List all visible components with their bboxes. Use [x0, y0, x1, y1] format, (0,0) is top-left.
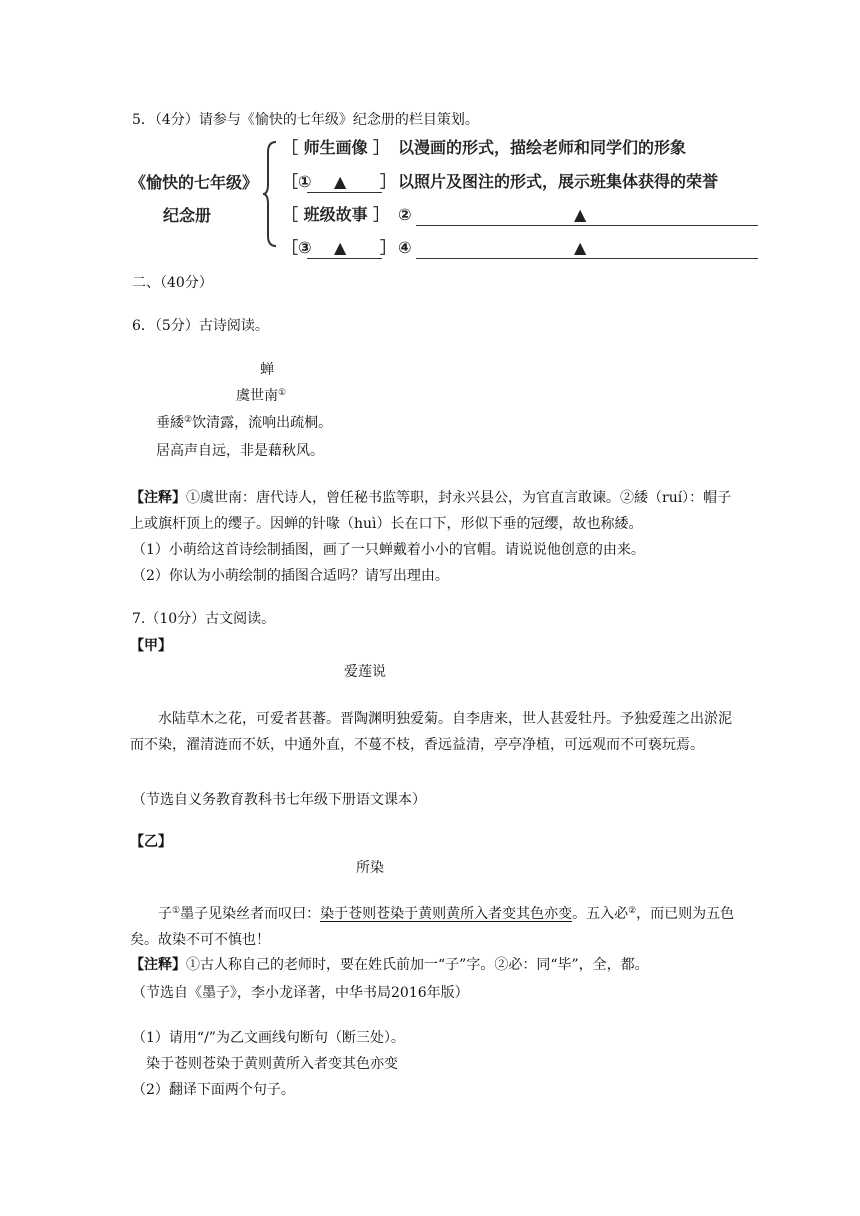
triangle-icon: ▲ [334, 238, 347, 257]
row3-blank [416, 225, 758, 226]
row4-col-close: ］ [380, 238, 397, 257]
row2-desc: 以照片及图注的形式，展示班集体获得的荣誉 [398, 172, 719, 191]
triangle-icon: ▲ [334, 172, 347, 191]
q6-header: 6．（5分）古诗阅读。 [132, 318, 269, 334]
row4-blank-2 [416, 258, 758, 259]
q6-sub2: （2）你认为小萌绘制的插图合适吗？请写出理由。 [132, 568, 449, 584]
row3-column: ［ 班级故事 ］ [282, 205, 390, 224]
jia-title: 爱莲说 [344, 664, 386, 680]
row1-column: ［ 师生画像 ］ [282, 138, 390, 157]
poem-title: 蝉 [260, 362, 274, 378]
yi-text: 子①墨子见染丝者而叹曰：染于苍则苍染于黄则黄所入者变其色亦变。五入必②，而已则为五色矣。故染不可不慎也！ [130, 906, 735, 948]
q6-sub1: （1）小萌给这首诗绘制插图，画了一只蝉戴着小小的官帽。请说说他创意的由来。 [132, 542, 645, 558]
jia-text: 水陆草木之花，可爱者甚蕃。晋陶渊明独爱菊。自李唐来，世人甚爱牡丹。予独爱莲之出淤泥而不染，濯清涟而不妖，中通外直，不蔓不枝，香远益清，亭亭净植，可远观而不可亵玩焉。 [130, 711, 732, 753]
poem-line-1: 垂緌②饮清露，流响出疏桐。 [156, 415, 333, 431]
jia-label: 【甲】 [130, 638, 172, 654]
row4-col-open: ［③ [282, 238, 312, 257]
triangle-icon: ▲ [574, 238, 587, 257]
q5-header: 5．（4分）请参与《愉快的七年级》纪念册的栏目策划。 [132, 112, 479, 128]
row4-blank [307, 258, 382, 259]
q7-header: 7.（10分）古文阅读。 [132, 611, 276, 627]
q7-sub2: （2）翻译下面两个句子。 [132, 1082, 295, 1098]
row3-num: ② [398, 205, 412, 224]
row1-desc: 以漫画的形式，描绘老师和同学们的形象 [398, 138, 687, 157]
row4-num: ④ [398, 238, 412, 257]
yi-note: 【注释】①古人称自己的老师时，要在姓氏前加一“子”字。②必：同“毕”，全，都。 [130, 957, 649, 973]
row2-col-close: ］ [380, 172, 397, 191]
row2-col-open: ［① [282, 172, 312, 191]
poem-line-2: 居高声自远，非是藉秋风。 [156, 443, 324, 459]
q7-sub1: （1）请用“/”为乙文画线句断句（断三处）。 [132, 1030, 405, 1046]
jia-source: （节选自义务教育教科书七年级下册语文课本） [132, 792, 426, 808]
book-sub: 纪念册 [163, 206, 212, 225]
q6-note: 【注释】①虞世南：唐代诗人，曾任秘书监等职，封永兴县公，为官直言敢谏。②緌（ruí）：帽子上或旗杆顶上的缨子。因蝉的针喙（huì）长在口下，形似下垂的冠缨，故也称緌。 [130, 490, 732, 532]
yi-label: 【乙】 [130, 834, 172, 850]
q7-sub1-sentence: 染于苍则苍染于黄则黄所入者变其色亦变 [146, 1056, 398, 1072]
yi-underlined-sentence: 染于苍则苍染于黄则黄所入者变其色亦变 [320, 906, 573, 922]
yi-title: 所染 [356, 860, 384, 876]
section-heading: 二、（40分） [132, 275, 213, 291]
triangle-icon: ▲ [574, 205, 587, 224]
brace-icon [262, 140, 278, 248]
book-title: 《愉快的七年级》 [130, 173, 259, 192]
yi-source: （节选自《墨子》，李小龙译著，中华书局2016年版） [132, 985, 469, 1001]
poet: 虞世南① [236, 388, 287, 404]
row2-blank [307, 192, 382, 193]
